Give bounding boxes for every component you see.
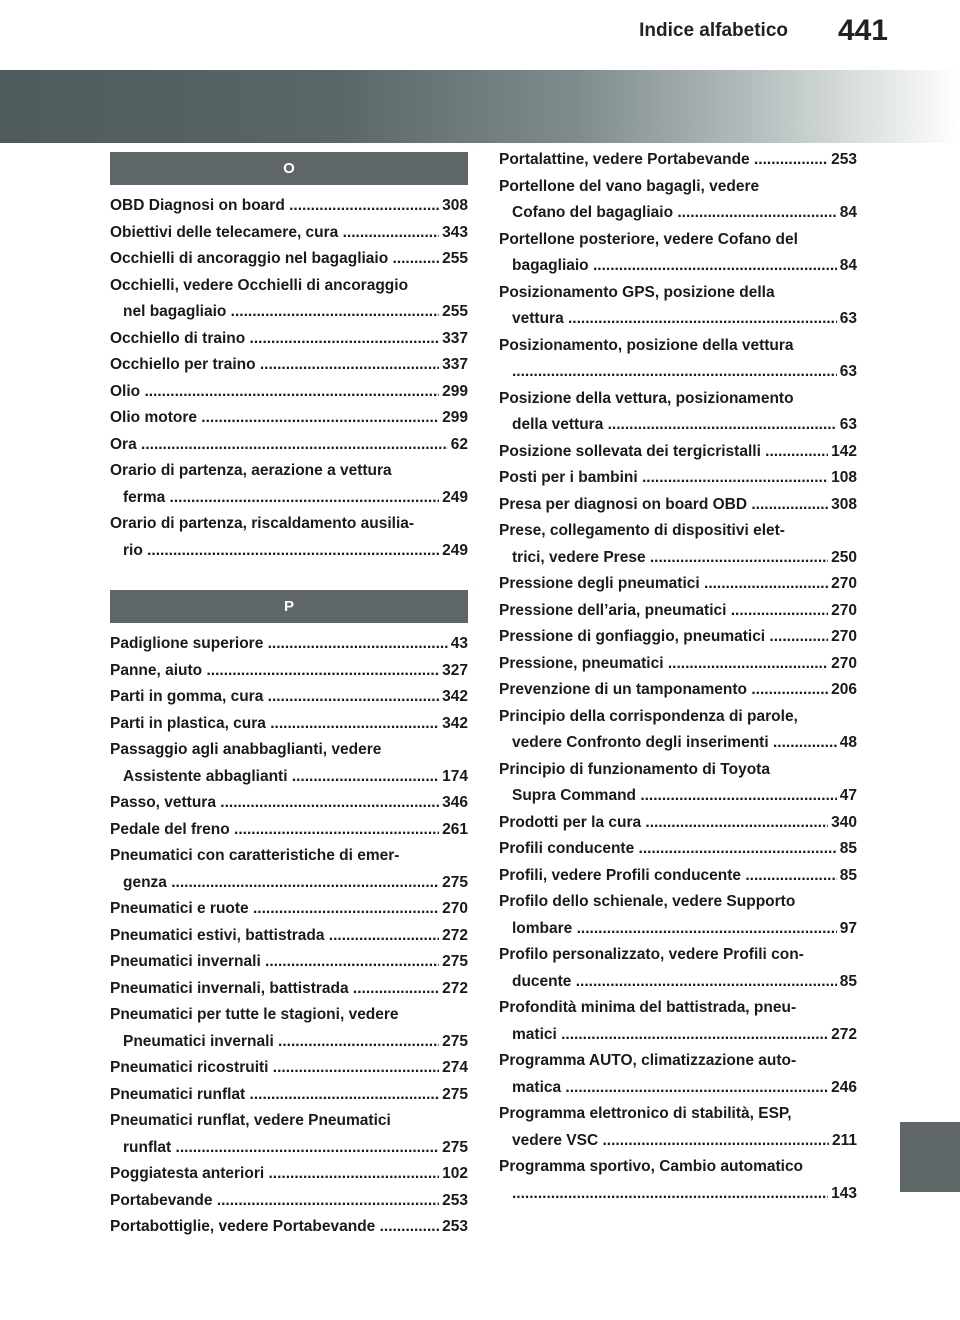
index-entry — [499, 465, 857, 492]
index-entry-page: 97 — [837, 916, 857, 943]
index-entry-page: 84 — [837, 200, 857, 227]
index-entry — [499, 1101, 857, 1154]
index-entry — [110, 273, 468, 326]
index-entry-page: 270 — [828, 651, 857, 678]
index-entry — [110, 1161, 468, 1188]
index-entry-continuation: della vettura ..... — [499, 412, 857, 439]
index-entry — [110, 220, 468, 247]
index-entry — [499, 227, 857, 280]
index-entry-continuation: matici ..... — [499, 1022, 857, 1049]
index-entry-text: Poggiatesta anteriori ..... — [110, 1161, 468, 1188]
index-entry-text: Portabottiglie, vedere Portabevande ..... — [110, 1214, 468, 1241]
index-entry-page: 85 — [837, 969, 857, 996]
index-entry — [499, 333, 857, 386]
index-entry-page: 253 — [439, 1188, 468, 1215]
index-entry-text: Pneumatici con caratteristiche di emer- — [110, 847, 400, 864]
index-entry — [110, 1002, 468, 1055]
index-entry — [110, 923, 468, 950]
index-entry-page: 308 — [439, 193, 468, 220]
index-entry-text: Occhielli, vedere Occhielli di ancoraggio — [110, 276, 409, 294]
index-entry — [110, 379, 468, 406]
index-entry-page: 274 — [439, 1055, 468, 1082]
index-entry-page: 275 — [439, 1029, 468, 1056]
index-entry — [110, 246, 468, 273]
index-entry-text: Posizionamento, posizione della vettura — [499, 336, 794, 354]
index-entry-text: Pneumatici runflat ..... — [110, 1082, 468, 1109]
index-entry — [499, 836, 857, 863]
index-entry-page: 299 — [439, 379, 468, 406]
index-entry — [110, 658, 468, 685]
index-entry — [499, 704, 857, 757]
index-entry-continuation: runflat ..... — [110, 1135, 468, 1162]
index-entry-page: 63 — [837, 412, 857, 439]
index-entry — [110, 1082, 468, 1109]
index-entry-page: 299 — [439, 405, 468, 432]
index-entry-text: Pneumatici per tutte le stagioni, vedere — [110, 1006, 399, 1023]
index-entry-page: 327 — [439, 658, 468, 685]
index-entry-text: Profili conducente ..... — [499, 836, 857, 863]
index-entry-text: Olio ..... — [110, 379, 468, 406]
index-entry-text: Olio motore ..... — [110, 405, 468, 432]
index-entry-continuation: ducente ..... — [499, 969, 857, 996]
index-entry-continuation: vettura ..... — [499, 306, 857, 333]
index-entry-page: 108 — [828, 465, 857, 492]
index-entry-text: Programma AUTO, climatizzazione auto- — [499, 1052, 797, 1069]
index-entry-page: 142 — [828, 439, 857, 466]
index-entry-continuation: vedere VSC ..... — [499, 1128, 857, 1155]
index-entry-page: 255 — [439, 299, 468, 326]
index-entry — [110, 511, 468, 564]
index-entry — [110, 737, 468, 790]
index-entry — [499, 889, 857, 942]
index-entry-text: Pneumatici e ruote ..... — [110, 896, 468, 923]
index-entry — [499, 492, 857, 519]
index-entry — [499, 518, 857, 571]
index-entry-text: Pressione di gonfiaggio, pneumatici ..... — [499, 624, 857, 651]
index-entry-continuation: nel bagagliaio ..... — [110, 299, 468, 326]
index-entry-text: Posizione della vettura, posizionamento — [499, 389, 794, 407]
index-entry-page: 102 — [439, 1161, 468, 1188]
index-entry-text: Passo, vettura ..... — [110, 790, 468, 817]
index-entry-page: 250 — [828, 545, 857, 572]
index-entry — [499, 174, 857, 227]
index-entry-page: 337 — [439, 352, 468, 379]
index-entry-text: Profilo dello schienale, vedere Supporto — [499, 893, 796, 910]
index-entry — [110, 1188, 468, 1215]
index-entry-page: 47 — [837, 783, 857, 810]
index-entry — [110, 843, 468, 896]
index-entry-text: Posizionamento GPS, posizione della — [499, 283, 775, 301]
page-number: 441 — [837, 14, 888, 47]
letter-heading-o: O — [110, 152, 468, 185]
index-entry-text: Profili, vedere Profili conducente ..... — [499, 863, 857, 890]
index-entry-page: 62 — [448, 432, 468, 459]
index-entry — [110, 1108, 468, 1161]
index-entry-text: Profilo personalizzato, vedere Profili con- — [499, 946, 804, 963]
index-entry — [499, 624, 857, 651]
page-header — [0, 0, 960, 58]
index-entry-text: Prese, collegamento di dispositivi elet- — [499, 522, 785, 539]
index-entry-page: 84 — [837, 253, 857, 280]
index-entry-continuation: Pneumatici invernali ..... — [110, 1029, 468, 1056]
index-entry-page: 337 — [439, 326, 468, 353]
index-entry-continuation: Cofano del bagagliaio ..... — [499, 200, 857, 227]
header-banner — [0, 70, 960, 143]
chapter-tab — [900, 1122, 960, 1192]
index-entry-text: Panne, aiuto ..... — [110, 658, 468, 685]
index-entry — [499, 280, 857, 333]
index-entry — [499, 386, 857, 439]
index-entry-page: 253 — [439, 1214, 468, 1241]
index-entry — [110, 711, 468, 738]
index-entry-page: 143 — [828, 1181, 857, 1208]
index-entry — [499, 1048, 857, 1101]
index-entry-page: 48 — [837, 730, 857, 757]
index-entry-text: Pneumatici invernali, battistrada ..... — [110, 976, 468, 1003]
index-entry-page: 346 — [439, 790, 468, 817]
index-entry — [499, 147, 857, 174]
index-entry-page: 342 — [439, 711, 468, 738]
index-entry — [499, 1154, 857, 1207]
index-entry-page: 270 — [828, 571, 857, 598]
index-entry — [499, 677, 857, 704]
index-entry — [499, 995, 857, 1048]
index-entry-page: 206 — [828, 677, 857, 704]
index-entry-text: Portellone del vano bagagli, vedere — [499, 177, 760, 195]
index-entry-text: Pressione dell’aria, pneumatici ..... — [499, 598, 857, 625]
index-entry-text: Parti in gomma, cura ..... — [110, 684, 468, 711]
index-entry — [110, 1055, 468, 1082]
index-entry-text: Pneumatici ricostruiti ..... — [110, 1055, 468, 1082]
index-entry-text: Parti in plastica, cura ..... — [110, 711, 468, 738]
index-entry-page: 249 — [439, 538, 468, 565]
index-entry-text: Pressione degli pneumatici ..... — [499, 571, 857, 598]
index-entry-page: 275 — [439, 1135, 468, 1162]
index-entry-page: 270 — [439, 896, 468, 923]
index-entry-page: 63 — [837, 359, 857, 386]
index-entry-page: 261 — [439, 817, 468, 844]
index-entry — [499, 942, 857, 995]
index-entry-text: Prevenzione di un tamponamento ..... — [499, 677, 857, 704]
index-entry-page: 63 — [837, 306, 857, 333]
index-entry-text: Padiglione superiore ..... — [110, 631, 468, 658]
index-entry-page: 246 — [828, 1075, 857, 1102]
index-entry-text: Principio della corrispondenza di parole, — [499, 707, 798, 725]
index-entry-text: OBD Diagnosi on board ..... — [110, 193, 468, 220]
index-entry-page: 85 — [837, 836, 857, 863]
index-entry-page: 272 — [439, 923, 468, 950]
index-entry-page: 275 — [439, 870, 468, 897]
section-title: Indice alfabetico — [639, 20, 788, 41]
index-entry-continuation: vedere Confronto degli inserimenti ..... — [499, 730, 857, 757]
index-entry — [499, 598, 857, 625]
index-entry-continuation: Assistente abbaglianti ..... — [110, 764, 468, 791]
index-entry-text: Posizione sollevata dei tergicristalli ..... — [499, 439, 857, 466]
index-entry-page: 340 — [828, 810, 857, 837]
index-entry — [110, 458, 468, 511]
index-entry-text: Occhiello per traino ..... — [110, 352, 468, 379]
index-entry-continuation: genza ..... — [110, 870, 468, 897]
index-entry-text: Portabevande ..... — [110, 1188, 468, 1215]
index-entry — [110, 817, 468, 844]
index-entry-text: Programma elettronico di stabilità, ESP, — [499, 1105, 792, 1122]
index-entry-continuation: bagagliaio ..... — [499, 253, 857, 280]
index-entry-continuation: Supra Command ..... — [499, 783, 857, 810]
index-entry-text: Programma sportivo, Cambio automatico — [499, 1158, 804, 1175]
index-entry — [499, 439, 857, 466]
index-entry-text: Occhielli di ancoraggio nel bagagliaio ..... — [110, 246, 468, 273]
index-entry-page: 343 — [439, 220, 468, 247]
index-entry — [499, 571, 857, 598]
index-entry-text: Pneumatici invernali ..... — [110, 949, 468, 976]
index-entry-text: Orario di partenza, aerazione a vettura — [110, 462, 392, 479]
index-entry-text: Prodotti per la cura ..... — [499, 810, 857, 837]
index-entry-continuation — [499, 1181, 857, 1208]
index-entry — [110, 352, 468, 379]
index-entry — [110, 896, 468, 923]
index-entry-page: 275 — [439, 949, 468, 976]
index-entry-text: Profondità minima del battistrada, pneu- — [499, 999, 797, 1016]
index-entry-page: 275 — [439, 1082, 468, 1109]
index-entry-continuation: trici, vedere Prese ..... — [499, 545, 857, 572]
index-entry-text: Passaggio agli anabbaglianti, vedere — [110, 741, 382, 758]
index-entry-page: 342 — [439, 684, 468, 711]
index-entry-page: 308 — [828, 492, 857, 519]
index-entry-page: 272 — [439, 976, 468, 1003]
index-entry-text: Obiettivi delle telecamere, cura ..... — [110, 220, 468, 247]
index-entry-text: Occhiello di traino ..... — [110, 326, 468, 353]
index-entry-continuation — [499, 359, 857, 386]
index-entry-continuation: matica ..... — [499, 1075, 857, 1102]
left-column — [110, 152, 468, 1241]
index-entry-text: Ora ..... — [110, 432, 468, 459]
index-entry-text: Orario di partenza, riscaldamento ausilia- — [110, 515, 415, 532]
index-entry — [110, 193, 468, 220]
index-list-p — [110, 631, 468, 1241]
index-entry-page: 255 — [439, 246, 468, 273]
index-entry — [110, 405, 468, 432]
index-entry-page: 43 — [448, 631, 468, 658]
right-column — [499, 147, 857, 1207]
index-entry-text: Pneumatici runflat, vedere Pneumatici — [110, 1112, 391, 1129]
index-entry — [110, 790, 468, 817]
index-entry — [110, 1214, 468, 1241]
index-entry-text: Pressione, pneumatici ..... — [499, 651, 857, 678]
index-entry-text: Principio di funzionamento di Toyota — [499, 760, 770, 778]
index-entry-text: Presa per diagnosi on board OBD ..... — [499, 492, 857, 519]
index-list-o — [110, 193, 468, 564]
index-entry-page: 85 — [837, 863, 857, 890]
index-list-right — [499, 147, 857, 1207]
index-entry-continuation: ferma ..... — [110, 485, 468, 512]
index-entry-text: Portalattine, vedere Portabevande ..... — [499, 147, 857, 174]
letter-heading-p: P — [110, 590, 468, 623]
index-entry-continuation: lombare ..... — [499, 916, 857, 943]
index-entry-page: 174 — [439, 764, 468, 791]
index-entry-page: 270 — [828, 624, 857, 651]
index-entry-page: 270 — [828, 598, 857, 625]
index-entry — [499, 757, 857, 810]
index-entry — [110, 326, 468, 353]
index-entry-page: 253 — [828, 147, 857, 174]
index-entry-text: Portellone posteriore, vedere Cofano del — [499, 230, 798, 248]
index-entry-page: 211 — [829, 1128, 857, 1155]
index-entry — [499, 810, 857, 837]
index-entry — [110, 684, 468, 711]
index-entry-continuation: rio ..... — [110, 538, 468, 565]
index-entry — [110, 631, 468, 658]
index-entry-text: Pneumatici estivi, battistrada ..... — [110, 923, 468, 950]
index-entry — [499, 863, 857, 890]
index-entry — [110, 432, 468, 459]
index-entry — [499, 651, 857, 678]
index-entry-page: 272 — [828, 1022, 857, 1049]
index-entry-page: 249 — [439, 485, 468, 512]
index-entry-text: Posti per i bambini ..... — [499, 465, 857, 492]
index-entry — [110, 949, 468, 976]
index-entry — [110, 976, 468, 1003]
index-entry-text: Pedale del freno ..... — [110, 817, 468, 844]
